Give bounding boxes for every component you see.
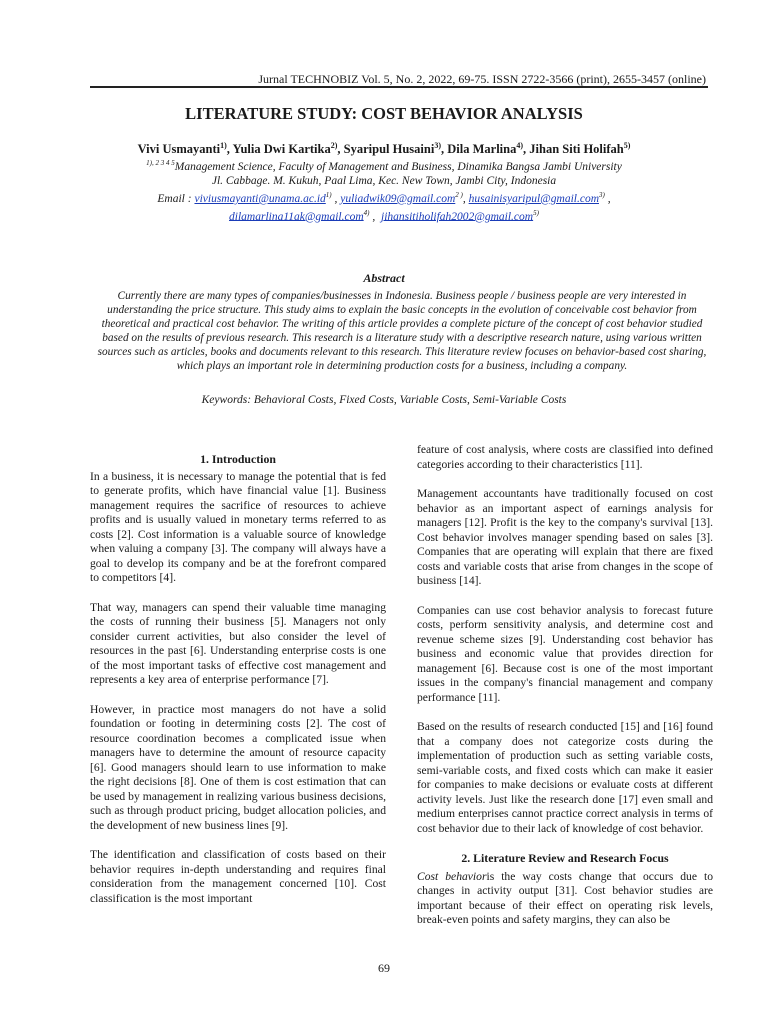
author-affil-mark: 1) — [220, 141, 227, 150]
affiliation-marks: 1), 2 3 4 5 — [146, 159, 175, 167]
keywords: Keywords: Behavioral Costs, Fixed Costs, Variable Costs, Semi-Variable Costs — [201, 394, 567, 406]
email-link[interactable]: viviusmayanti@unama.ac.id — [194, 192, 326, 205]
paragraph: The identification and classification of costs based on their behavior requires in-depth understanding and requires final consideration from the management concerned [10]. Cost classification is the most important — [90, 848, 386, 905]
author-affil-mark: 4) — [516, 141, 524, 150]
author-affil-mark: 3) — [434, 141, 441, 150]
paragraph: Based on the results of research conducted [15] and [16] found that a company does not categorize costs during the implementation of production such as setting variable costs, semi-variable costs, and fixed costs which can make it easier for companies to make decisions or evaluate costs at different activity levels. Just like the research done [17] even small and medium enterprises cannot practice correct analysis in terms of cost behavior due to their lack of knowledge of cost behavior. — [417, 720, 713, 835]
section-heading-introduction: 1. Introduction — [200, 452, 276, 466]
affiliation-block — [0, 156, 768, 223]
email-link[interactable]: yuliadwik09@gmail.com — [340, 192, 456, 205]
author-separator: , — [523, 142, 530, 157]
left-column — [90, 452, 386, 921]
author-name: Dila Marlina — [447, 142, 517, 157]
paragraph: Management accountants have traditionally focused on cost behavior as an important aspect of earnings analysis for managers [12]. Profit is the key to the company's survival [13]. Cost behavior involves manager spending based on sales [3]. Companies that are operating will explain that there are fixed costs and variable costs that arise from changes in the scope of business [14]. — [417, 487, 713, 587]
author-separator: , — [441, 142, 448, 157]
email-link[interactable]: husainisyaripul@gmail.com — [468, 192, 599, 205]
author-list — [0, 141, 768, 157]
affiliation-text: Management Science, Faculty of Management and Business, Dinamika Bangsa Jambi University — [174, 160, 622, 173]
paragraph: feature of cost analysis, where costs are classified into defined categories according to their characteristics [11]. — [417, 443, 713, 471]
abstract-heading: Abstract — [363, 271, 405, 285]
paragraph: That way, managers can spend their valuable time managing the costs of running their business [5]. Managers not only consider current activities, but also consider the level of resources in the past [6]. Understanding enterprise costs is one of the most important tasks of effective cost management and represents a key area of enterprise performance [7]. — [90, 600, 386, 686]
email-label: Email : — [157, 192, 195, 205]
abstract-body: Currently there are many types of companies/businesses in Indonesia. Business people / business people are very interested in understanding the price structure. This study aims to explain the basic concepts in the evolution of conceivable cost behavior from theoretical and practical cost behavior. The writing of this article provides a complete picture of the concept of cost behavior studied based on the results of previous research. This research is a literature study with a descriptive research nature, using various written sources such as articles, books and documents relevant to this research. This literature review focuses on behavior-based cost sharing, which plays an important role in determining production costs for a business, including a company. — [97, 290, 707, 373]
paragraph: In a business, it is necessary to manage the potential that is fed to generate profits, which have financial value [1]. Business management requires the sacrifice of resources to achieve profits and is usually valued in monetary terms referred to as costs [2]. Cost information is a valuable source of knowledge when valuing a company [3]. The company will always have a goal to develop its company and be at the forefront compared to competitors [4]. — [90, 469, 386, 584]
author-name: Syaripul Husaini — [343, 142, 435, 157]
email-link[interactable]: jihansitiholifah2002@gmail.com — [381, 210, 534, 223]
section-heading-literature-review: 2. Literature Review and Research Focus — [461, 851, 669, 865]
author-separator: , — [226, 142, 233, 157]
paragraph-text: is the way costs change that occurs due to changes in activity output [31]. Cost behavior studies are important because of their effect on operating risk levels, break-even points and safety margins, they can also be — [417, 869, 713, 926]
email-line: dilamarlina11ak@gmail.com$^{4)}$ , jihansitiholifah2002@gmail.com$^{5)}$ — [229, 208, 539, 223]
email-mark: 4) — [363, 208, 370, 217]
email-mark: 3) — [599, 190, 605, 199]
email-line: Email : $viviusmayanti@unama.ac.id^{1)}$ , yuliadwik09@gmail.com$^{2 )}$, husainisyaripul@gmail.com$^{3)}$ , — [157, 190, 611, 205]
email-mark: 2 ) — [455, 190, 463, 199]
author-name: Jihan Siti Holifah — [529, 142, 624, 157]
email-mark: 1) — [325, 190, 332, 199]
affiliation-line — [0, 156, 768, 174]
right-column — [417, 443, 713, 943]
author-affil-mark: 5) — [623, 141, 631, 150]
page-number: 69 — [378, 961, 390, 975]
emphasized-term: Cost behavior — [417, 869, 487, 883]
header-rule — [90, 86, 708, 88]
running-head: Jurnal TECHNOBIZ Vol. 5, No. 2, 2022, 69-75. ISSN 2722-3566 (print), 2655-3457 (online) — [258, 72, 706, 86]
paragraph: Companies can use cost behavior analysis to forecast future costs, perform sensitivity analysis, and determine cost and revenue scheme sizes [9]. Understanding cost behavior has business and economic value that provides direction for management [6]. Because cost is one of the most important issues in the company's financial management and company performance [11]. — [417, 603, 713, 704]
author-affil-mark: 2) — [330, 141, 338, 150]
address-line: Jl. Cabbage. M. Kukuh, Paal Lima, Kec. New Town, Jambi City, Indonesia — [211, 174, 557, 187]
email-mark: 5) — [533, 208, 539, 217]
email-link[interactable]: dilamarlina11ak@gmail.com — [229, 210, 364, 223]
author-name: Vivi Usmayanti — [137, 142, 221, 157]
author-separator: , — [337, 142, 344, 157]
paper-title: LITERATURE STUDY: COST BEHAVIOR ANALYSIS — [185, 104, 583, 123]
author-name: Yulia Dwi Kartika — [232, 142, 331, 157]
paragraph — [417, 870, 713, 928]
paragraph: However, in practice most managers do not have a solid foundation or footing in determining costs [2]. The cost of resource coordination becomes a complicated issue when managers have to determine the amount of resource capacity [6]. Good managers should learn to use information to make the right decisions [8]. One of them is cost estimation that can be used by management in realizing various business decisions, such as through product pricing, budget allocation policies, and the development of new business lines [9]. — [90, 702, 386, 832]
